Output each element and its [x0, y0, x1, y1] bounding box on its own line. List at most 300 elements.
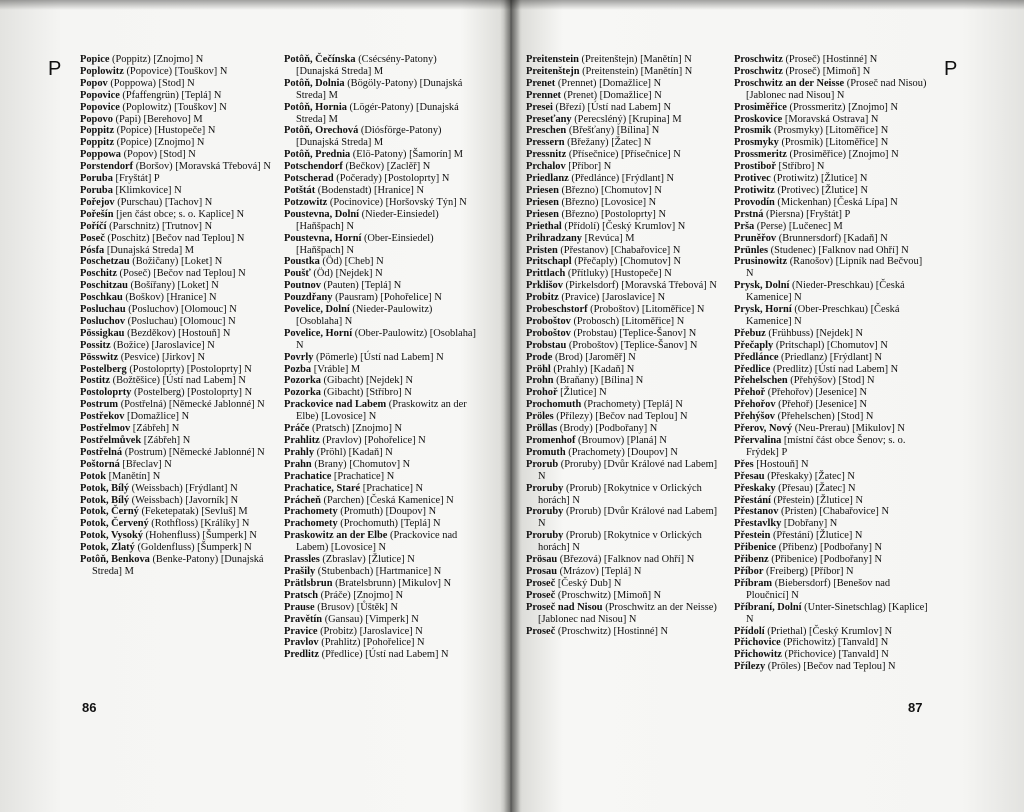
entry-headword: Potschendorf	[284, 161, 343, 173]
entry-details: (Proseč) [Hostinné] N	[782, 54, 878, 65]
index-entry	[526, 161, 720, 173]
entry-details: (Proseč) [Mimoň] N	[782, 65, 871, 77]
entry-headword: Poppitz	[80, 125, 115, 137]
entry-headword: Pósfa	[80, 244, 105, 256]
entry-headword: Potok, Červený	[80, 518, 149, 530]
index-entry	[80, 292, 274, 304]
entry-headword: Prackovice nad Labem	[284, 399, 387, 411]
entry-details: (Stubenbach) [Hartmanice] N	[315, 565, 442, 577]
index-entry	[284, 364, 478, 376]
index-entry	[80, 364, 274, 376]
entry-headword: Postrum	[80, 399, 119, 411]
entry-headword: Poruba	[80, 184, 113, 196]
entry-details: (Diósförge-Patony) [Dunajská Streda] M	[296, 125, 442, 149]
index-entry	[80, 435, 274, 447]
entry-details: (Božice) [Jaroslavice] N	[110, 339, 215, 351]
entry-headword: Pruněřov	[734, 232, 777, 244]
entry-headword: Priedlanz	[526, 173, 569, 185]
index-entry	[80, 411, 274, 423]
entry-headword: Potštát	[284, 184, 316, 196]
entry-headword: Prachomety	[284, 518, 338, 530]
entry-headword: Prklišov	[526, 280, 563, 292]
entry-details: (Prennet) [Domažlice] N	[555, 77, 662, 89]
entry-headword: Přehelschen	[734, 375, 788, 387]
entry-headword: Prohoř	[526, 387, 558, 399]
index-entry	[80, 149, 274, 161]
entry-headword: Potôň, Benkova	[80, 554, 150, 566]
entry-headword: Poschetzau	[80, 256, 130, 268]
index-entry	[80, 78, 274, 90]
index-entry	[284, 185, 478, 197]
entry-headword: Poplowitz	[80, 65, 124, 77]
index-entry	[734, 602, 928, 626]
entry-headword: Přílezy	[734, 661, 766, 673]
entry-headword: Pozorka	[284, 387, 321, 399]
entry-details: (Přílezy) [Bečov nad Teplou] N	[553, 411, 688, 423]
entry-headword: Pravice	[284, 625, 318, 637]
entry-headword: Pritschapl	[526, 256, 572, 268]
entry-headword: Proseč	[526, 577, 556, 589]
index-entry	[284, 626, 478, 638]
entry-headword: Prácheň	[284, 494, 321, 506]
entry-headword: Proruby	[526, 482, 564, 494]
entry-details: (Broumov) [Planá] N	[575, 435, 667, 446]
index-entry	[80, 471, 274, 483]
entry-headword: Prihradzany	[526, 232, 582, 244]
index-entry	[526, 316, 720, 328]
index-entry	[80, 209, 274, 221]
index-entry	[80, 280, 274, 292]
entry-headword: Priesen	[526, 208, 559, 220]
index-entry	[284, 506, 478, 518]
index-entry	[526, 209, 720, 221]
entry-details: (Přídolí) [Český Krumlov] N	[561, 220, 686, 232]
entry-headword: Prachatice	[284, 470, 332, 482]
entry-details: [místní část obce Šenov; s. o. Frýdek] P	[746, 435, 906, 458]
entry-headword: Prachomety	[284, 506, 338, 518]
index-entry	[734, 114, 928, 126]
entry-headword: Promenhof	[526, 435, 576, 446]
entry-details: (Pröles) [Bečov nad Teplou] N	[765, 661, 896, 673]
index-entry	[80, 459, 274, 471]
index-entry	[80, 245, 274, 257]
index-entry	[734, 221, 928, 233]
index-entry	[284, 530, 478, 554]
entry-details: (Přeskaky) [Žatec] N	[764, 470, 855, 482]
entry-details: (Öd) [Nejdek] N	[310, 268, 383, 280]
index-entry	[734, 54, 928, 66]
entry-headword: Probitz	[526, 292, 559, 304]
entry-headword: Přes	[734, 458, 754, 470]
entry-headword: Popice	[80, 54, 110, 65]
index-entry	[734, 280, 928, 304]
entry-details: (Prachomety) [Teplá] N	[581, 399, 683, 411]
index-entry	[526, 173, 720, 185]
index-entry	[526, 54, 720, 66]
entry-details: (Preitenstein) [Manětín] N	[579, 65, 693, 77]
entry-details: (Poplowitz) [Touškov] N	[119, 101, 227, 113]
entry-details: [Zábřeh] N	[141, 435, 191, 446]
entry-headword: Prause	[284, 601, 315, 613]
index-entry	[80, 256, 274, 268]
entry-details: (Purschau) [Tachov] N	[114, 196, 213, 208]
index-entry	[734, 649, 928, 661]
entry-headword: Prosau	[526, 565, 557, 577]
entry-headword: Promuth	[526, 446, 566, 458]
entry-headword: Potôň, Prednia	[284, 149, 351, 161]
index-entry	[734, 637, 928, 649]
entry-headword: Popovice	[80, 89, 120, 101]
entry-details: (Přibenice) [Podbořany] N	[768, 554, 883, 566]
entry-headword: Potôň, Hornia	[284, 101, 347, 113]
entry-details: (Prorub) [Dvůr Králové nad Labem] N	[538, 506, 718, 530]
entry-headword: Priethal	[526, 220, 562, 232]
index-entry	[526, 102, 720, 114]
entry-headword: Prchalov	[526, 161, 566, 173]
entry-details: (Ranošov) [Lipník nad Bečvou] N	[746, 256, 923, 280]
index-entry	[284, 447, 478, 459]
left-page-number: 86	[82, 700, 97, 715]
entry-details: (Pratsch) [Znojmo] N	[309, 423, 403, 435]
index-entry	[734, 495, 928, 507]
entry-details: (Proschwitz) [Mimoň] N	[555, 589, 662, 601]
entry-headword: Přibenz	[734, 554, 769, 566]
index-entry	[526, 506, 720, 530]
index-entry	[734, 125, 928, 137]
index-entry	[526, 411, 720, 423]
entry-headword: Potscherad	[284, 173, 334, 185]
right-page-column-2	[734, 54, 928, 673]
index-entry	[284, 423, 478, 435]
entry-headword: Přichowitz	[734, 649, 782, 661]
entry-headword: Pořejov	[80, 196, 115, 208]
index-entry	[80, 530, 274, 542]
entry-headword: Práče	[284, 423, 310, 435]
entry-details: (Biebersdorf) [Benešov nad Ploučnicí] N	[746, 577, 891, 601]
entry-details: (Prahlitz) [Pohořelice] N	[318, 637, 425, 649]
index-entry	[284, 566, 478, 578]
index-entry	[80, 483, 274, 495]
entry-headword: Proskovice	[734, 113, 783, 125]
index-entry	[80, 161, 274, 173]
index-entry	[80, 102, 274, 114]
entry-details: (Přehelschen) [Stod] N	[774, 411, 874, 423]
entry-details: (Přehořov) [Jesenice] N	[765, 387, 868, 399]
entry-details: [jen část obce; s. o. Kaplice] N	[113, 208, 245, 220]
entry-details: (Probosch) [Litoměřice] N	[570, 315, 685, 327]
entry-details: [Prachatice] N	[331, 470, 395, 482]
entry-details: (Probstau) [Teplice-Šanov] N	[570, 327, 697, 339]
index-entry	[80, 375, 274, 387]
index-entry	[734, 340, 928, 352]
entry-details: (Přestanov) [Chabařovice] N	[557, 244, 681, 256]
entry-headword: Poschkau	[80, 292, 123, 304]
entry-headword: Přerov, Nový	[734, 423, 793, 435]
index-entry	[284, 209, 478, 233]
index-entry	[734, 483, 928, 495]
index-entry	[734, 626, 928, 638]
index-entry	[734, 578, 928, 602]
entry-details: (Parchen) [Česká Kamenice] N	[320, 494, 454, 506]
index-entry	[526, 399, 720, 411]
index-entry	[80, 137, 274, 149]
entry-details: [Moravská Ostrava] N	[782, 113, 879, 125]
entry-details: (Prahly) [Kadaň] N	[550, 363, 635, 375]
index-entry	[734, 661, 928, 673]
index-entry	[80, 221, 274, 233]
index-entry	[80, 90, 274, 102]
index-entry	[80, 399, 274, 411]
index-entry	[80, 387, 274, 399]
entry-headword: Probeschstorf	[526, 304, 588, 316]
entry-details: (Pravlov) [Pohořelice] N	[319, 435, 426, 446]
index-entry	[734, 66, 928, 78]
entry-details: (Popice) [Znojmo] N	[114, 137, 205, 149]
entry-details: (Posluchau) [Olomouc] N	[125, 315, 236, 327]
entry-headword: Pössigkau	[80, 327, 125, 339]
entry-headword: Proseč	[526, 625, 556, 637]
left-page-column-2	[284, 54, 478, 661]
entry-details: [Příbor] N	[565, 161, 612, 173]
index-entry	[80, 352, 274, 364]
entry-headword: Prosmyky	[734, 137, 779, 149]
entry-details: (Předlánce) [Frýdlant] N	[568, 173, 675, 185]
entry-details: (Brany) [Chomutov] N	[311, 458, 411, 470]
right-section-letter: P	[944, 58, 958, 80]
index-entry	[284, 292, 478, 304]
index-entry	[80, 340, 274, 352]
index-entry	[526, 90, 720, 102]
entry-details: (Předlice) [Ústí nad Labem] N	[319, 649, 449, 661]
entry-details: (Brod) [Jaroměř] N	[552, 351, 636, 363]
entry-details: (Božtěšice) [Ústí nad Labem] N	[110, 375, 246, 387]
entry-headword: Preitenštejn	[526, 65, 580, 77]
entry-headword: Poschitz	[80, 268, 117, 280]
index-entry	[284, 328, 478, 352]
entry-headword: Potok, Zlatý	[80, 542, 135, 554]
entry-headword: Přečaply	[734, 339, 774, 351]
entry-headword: Poschitzau	[80, 280, 128, 292]
index-entry	[80, 268, 274, 280]
entry-headword: Proschwitz	[734, 54, 783, 65]
index-entry	[734, 399, 928, 411]
index-entry	[284, 578, 478, 590]
entry-headword: Prahly	[284, 446, 315, 458]
entry-details: (Březová) [Falknov nad Ohří] N	[557, 554, 695, 566]
entry-details: (Praskowitz an der Elbe) [Lovosice] N	[296, 399, 467, 423]
entry-headword: Prohn	[526, 375, 554, 387]
entry-details: [Dunajská Streda] M	[104, 244, 194, 256]
entry-details: (Parschnitz) [Trutnov] N	[106, 220, 213, 232]
entry-headword: Přibenice	[734, 542, 777, 554]
entry-details: (Bečkov) [Zaclěř] N	[342, 161, 431, 173]
entry-details: (Prochomuth) [Teplá] N	[337, 518, 441, 530]
entry-headword: Potôň, Dolnia	[284, 77, 345, 89]
entry-details: [Domažlice] N	[124, 411, 190, 423]
entry-headword: Priesen	[526, 196, 559, 208]
entry-headword: Potok, Vysoký	[80, 530, 143, 542]
index-entry	[80, 506, 274, 518]
entry-details: (Perecsléný) [Krupina] M	[571, 113, 682, 125]
index-entry	[80, 328, 274, 340]
entry-headword: Přestání	[734, 494, 771, 506]
entry-headword: Prostiboř	[734, 161, 776, 173]
index-entry	[734, 566, 928, 578]
entry-headword: Posluchau	[80, 304, 126, 316]
index-entry	[734, 78, 928, 102]
entry-details: (Gansau) [Vimperk] N	[322, 613, 419, 625]
entry-details: (Neu-Prerau) [Mikulov] N	[792, 423, 905, 435]
index-entry	[526, 280, 720, 292]
index-entry	[526, 256, 720, 268]
index-entry	[80, 316, 274, 328]
entry-details: (Prosmyky) [Litoměřice] N	[771, 125, 889, 137]
left-section-letter: P	[48, 58, 62, 80]
entry-details: (Studenec) [Falknov nad Ohří] N	[768, 244, 909, 256]
entry-headword: Přehoř	[734, 387, 766, 399]
book-gutter	[500, 0, 522, 812]
index-entry	[80, 185, 274, 197]
left-page-column-1	[80, 54, 274, 578]
entry-details: (Posluchov) [Olomouc] N	[125, 304, 237, 316]
index-entry	[284, 399, 478, 423]
entry-details: (Počerady) [Postoloprty] N	[333, 173, 450, 185]
entry-headword: Poutnov	[284, 280, 321, 292]
entry-headword: Prysk, Dolní	[734, 280, 790, 292]
entry-details: [Klimkovice] N	[112, 184, 182, 196]
entry-headword: Pozorka	[284, 375, 321, 387]
entry-headword: Pressern	[526, 137, 565, 149]
entry-headword: Postřelmůvek	[80, 435, 142, 446]
entry-headword: Přehýšov	[734, 411, 775, 423]
index-entry	[526, 590, 720, 602]
entry-details: (Brusov) [Ůštěk] N	[314, 601, 398, 613]
entry-headword: Potok, Černý	[80, 506, 139, 518]
entry-details: (Bezděkov) [Hostouň] N	[124, 327, 231, 339]
index-entry	[526, 197, 720, 209]
entry-details: (Poppowa) [Stod] N	[107, 77, 195, 89]
entry-headword: Potôň, Čečínska	[284, 54, 356, 65]
entry-details: (Postrum) [Německé Jablonné] N	[122, 446, 265, 458]
entry-headword: Protiwitz	[734, 184, 775, 196]
entry-headword: Přídolí	[734, 625, 765, 637]
entry-details: (Popice) [Hustopeče] N	[114, 125, 216, 137]
index-entry	[284, 375, 478, 387]
entry-headword: Pouzdřany	[284, 292, 333, 304]
entry-details: (Perse) [Lučenec] M	[754, 220, 843, 232]
entry-headword: Pröles	[526, 411, 554, 423]
index-entry	[526, 149, 720, 161]
entry-details: (Proruby) [Dvůr Králové nad Labem] N	[538, 458, 718, 482]
entry-headword: Provodín	[734, 196, 775, 208]
entry-details: (Mickenhan) [Česká Lípa] N	[774, 196, 898, 208]
index-entry	[80, 542, 274, 554]
entry-details: [Břeclav] N	[119, 458, 172, 470]
index-entry	[284, 149, 478, 161]
entry-details: [Vráble] M	[311, 363, 361, 375]
index-entry	[284, 459, 478, 471]
entry-details: (Piersna) [Fryštát] P	[763, 208, 851, 220]
entry-headword: Příbram	[734, 577, 773, 589]
entry-details: [Revúca] M	[582, 232, 635, 244]
index-entry	[734, 554, 928, 566]
entry-details: (Prackovice nad Labem) [Lovosice] N	[296, 530, 458, 554]
index-entry	[526, 435, 720, 447]
entry-details: (Brody) [Podbořany] N	[557, 423, 658, 435]
entry-headword: Předlice	[734, 363, 771, 375]
entry-headword: Přehořov	[734, 399, 776, 411]
index-entry	[80, 447, 274, 459]
index-entry	[284, 554, 478, 566]
entry-details: (Prorub) [Rokytnice v Orlických horách] N	[538, 482, 702, 506]
index-entry	[526, 602, 720, 626]
index-entry	[284, 518, 478, 530]
entry-details: [Stříbro] N	[775, 161, 825, 173]
index-entry	[80, 114, 274, 126]
index-entry	[734, 173, 928, 185]
entry-details: [Zábřeh] N	[130, 423, 180, 435]
entry-headword: Prode	[526, 351, 553, 363]
right-page-number: 87	[908, 700, 923, 715]
entry-headword: Potok	[80, 470, 106, 482]
index-entry	[526, 328, 720, 340]
entry-headword: Preschen	[526, 125, 567, 137]
index-entry	[80, 304, 274, 316]
entry-details: (Prorub) [Rokytnice v Orlických horách] N	[538, 530, 702, 554]
index-entry	[284, 637, 478, 649]
index-entry	[284, 78, 478, 102]
entry-headword: Prösau	[526, 554, 558, 566]
entry-details: (Weissbach) [Javorník] N	[129, 494, 239, 506]
index-entry	[734, 328, 928, 340]
index-entry	[734, 102, 928, 114]
entry-headword: Proruby	[526, 530, 564, 542]
index-entry	[734, 352, 928, 364]
entry-details: (Pritschapl) [Chomutov] N	[773, 339, 888, 351]
entry-headword: Příbor	[734, 565, 764, 577]
index-entry	[526, 578, 720, 590]
entry-details: (Březí) [Ústí nad Labem] N	[552, 101, 671, 113]
entry-details: (Přesau) [Žatec] N	[775, 482, 856, 494]
entry-headword: Přesau	[734, 470, 765, 482]
entry-details: (Bögöly-Patony) [Dunajská Streda] M	[296, 77, 463, 101]
entry-details: [Prachatice] N	[360, 482, 424, 494]
entry-details: (Hohenfluss) [Šumperk] N	[142, 530, 257, 542]
index-entry	[284, 268, 478, 280]
entry-headword: Prahlitz	[284, 435, 320, 446]
entry-headword: Proboštov	[526, 315, 571, 327]
index-entry	[526, 375, 720, 387]
entry-details: (Mrázov) [Teplá] N	[556, 565, 642, 577]
index-entry	[526, 483, 720, 507]
entry-headword: Predlitz	[284, 649, 320, 661]
entry-headword: Potzowitz	[284, 196, 328, 208]
index-entry	[80, 423, 274, 435]
index-entry	[526, 530, 720, 554]
entry-headword: Proruby	[526, 506, 564, 518]
entry-details: (Nieder-Paulowitz) [Osoblaha] N	[296, 304, 433, 327]
index-entry	[284, 125, 478, 149]
entry-headword: Probstau	[526, 339, 567, 351]
entry-details: [Český Dub] N	[555, 577, 622, 589]
entry-headword: Povelice, Horní	[284, 327, 353, 339]
entry-headword: Prusinowitz	[734, 256, 788, 268]
entry-details: (Freiberg) [Příbor] N	[763, 565, 854, 577]
entry-details: (Bodenstadt) [Hranice] N	[315, 184, 424, 196]
entry-details: (Pömerle) [Ústí nad Labem] N	[313, 351, 444, 363]
index-entry	[284, 590, 478, 602]
entry-headword: Postřelná	[80, 446, 123, 458]
